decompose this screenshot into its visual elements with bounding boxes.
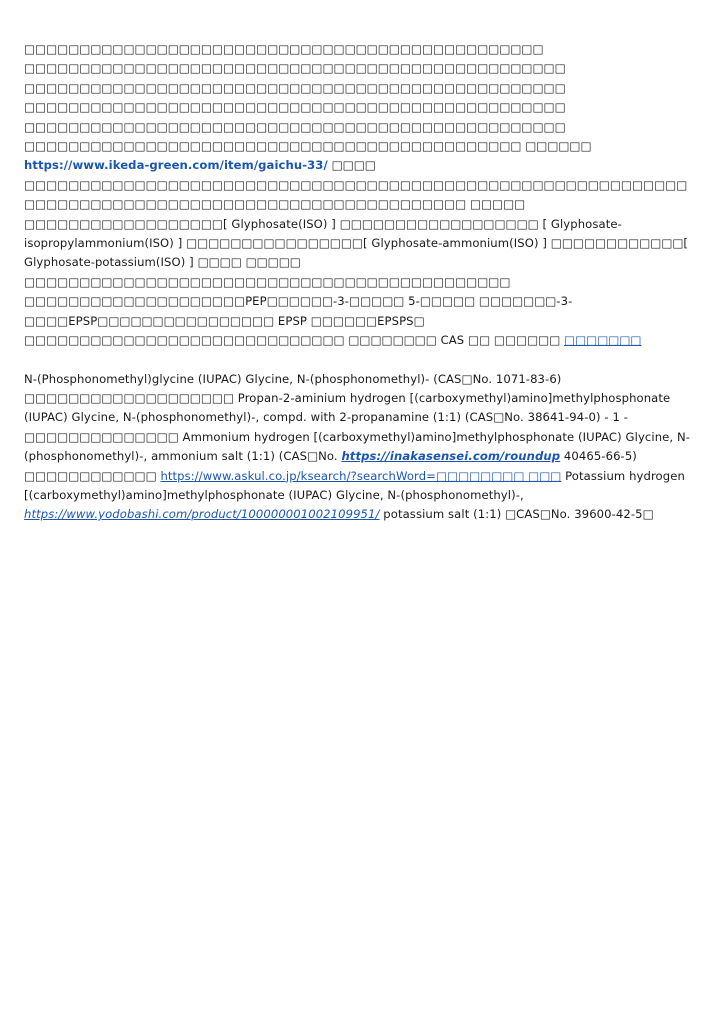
inakasensei-link[interactable]: https://inakasensei.com/roundup [341, 449, 561, 464]
paragraph-1-text-b: □□□□ □□□□□□□□□□□□□□□□□□□□□□□□□□□□□□□□□□□□□□□□□□□□□□□□□□□□□□□□□□□□□□□□□□□□□□□□□□□□□□□□□□□□□□□□□□□□□□□□□□□□ □□□□□ □□□□□□□□□□□□□□□□□□[ Glyphosate(ISO) ] □□□□□□□□□□□□□□□□□□ [ Glyphosate-isopropylammonium(ISO) ] □□□□□□□□□□□□□□□□[ Glyphosate-ammonium(ISO) ] □□□□□□□□□□□□[ Glyphosate-potassium(ISO) ] □□□□ □□□□□ □□□□□□□□□□□□□□□□□□□□□□□□□□□□□□□□□□□□□□□□□□□□ □□□□□□□□□□□□□□□□□□□□PEP□□□□□□-3-□□□□□ 5-□□□□□ □□□□□□□-3-□□□□EPSP□□□□□□□□□□□□□□□□ EPSP □□□□□□EPSPS□ □□□□□□□□□□□□□□□□□□□□□□□□□□□□□ □□□□□□□□ CAS □□ □□□□□□ [24, 158, 689, 348]
reference-link[interactable]: □□□□□□□ [564, 333, 642, 348]
document-page [24, 40, 696, 525]
paragraph-2 [24, 370, 696, 525]
yodobashi-link[interactable]: https://www.yodobashi.com/product/100000001002109951/ [24, 507, 380, 522]
paragraph-1 [24, 40, 696, 351]
ikeda-green-link[interactable]: https://www.ikeda-green.com/item/gaichu-33/ [24, 158, 328, 173]
paragraph-2-text-c: Potassium hydrogen [(carboxymethyl)amino]methylphosphonate (IUPAC) Glycine, N-(phosphonomethyl)-, [24, 468, 685, 502]
paragraph-2-text-b: 40465-66-5) □□□□□□□□□□□□ [24, 449, 637, 483]
askul-link[interactable]: https://www.askul.co.jp/ksearch/?searchWord=□□□□□□□□ □□□ [160, 468, 562, 483]
paragraph-2-text-d: potassium salt (1:1) □CAS□No. 39600-42-5□ [379, 507, 654, 522]
paragraph-1-text-a: □□□□□□□□□□□□□□□□□□□□□□□□□□□□□□□□□□□□□□□□□□□□□□□ □□□□□□□□□□□□□□□□□□□□□□□□□□□□□□□□□□□□□□□□□□□□□□□□□ □□□□□□□□□□□□□□□□□□□□□□□□□□□□□□□□□□□□□□□□□□□□□□□□□ □□□□□□□□□□□□□□□□□□□□□□□□□□□□□□□□□□□□□□□□□□□□□□□□□ □□□□□□□□□□□□□□□□□□□□□□□□□□□□□□□□□□□□□□□□□□□□□□□□□ □□□□□□□□□□□□□□□□□□□□□□□□□□□□□□□□□□□□□□□□□□□□□ □□□□□□ [24, 42, 592, 154]
paragraph-2-text-a: N-(Phosphonomethyl)glycine (IUPAC) Glycine, N-(phosphonomethyl)- (CAS□No. 1071-83-6) □□□□□□□□□□□□□□□□□□□ Propan-2-aminium hydrogen [(carboxymethyl)amino]methylphosphonate (IUPAC) Glycine, N-(phosphonomethyl)-, compd. with 2-propanamine (1:1) (CAS□No. 38641-94-0) - 1 - □□□□□□□□□□□□□□ Ammonium hydrogen [(carboxymethyl)amino]methylphosphonate (IUPAC) Glycine, N-(phosphonomethyl)-, ammonium salt (1:1) (CAS□No. [24, 371, 691, 464]
